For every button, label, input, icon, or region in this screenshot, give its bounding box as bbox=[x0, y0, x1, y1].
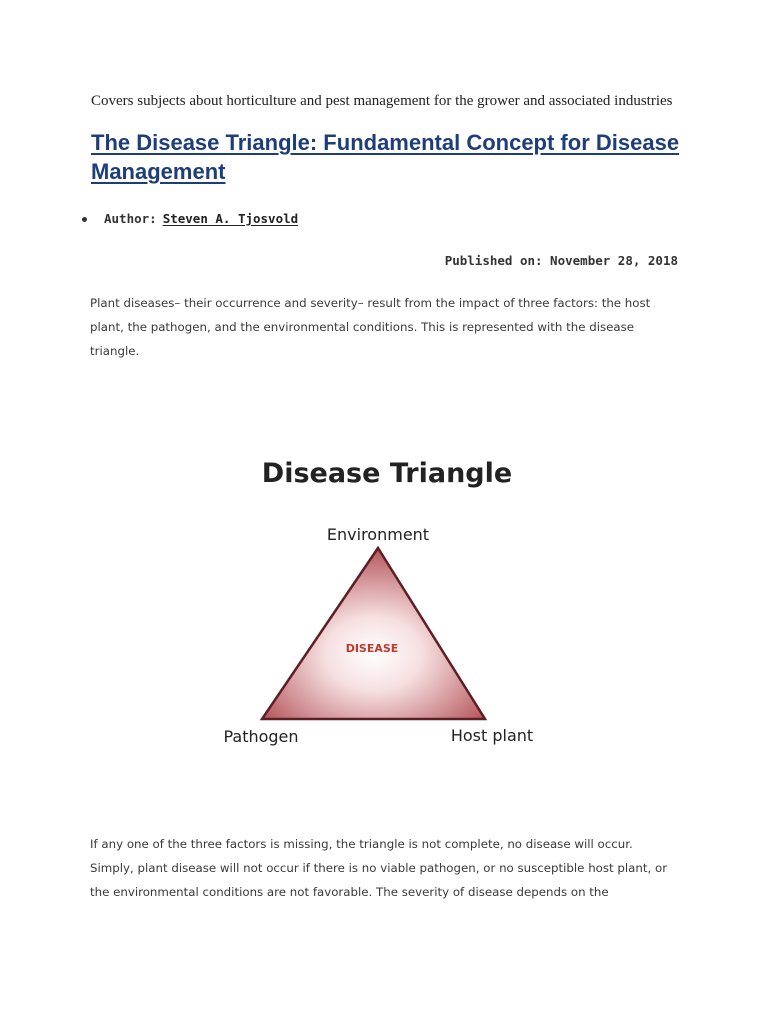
disease-center-label: DISEASE bbox=[345, 642, 399, 655]
figure-title: Disease Triangle bbox=[261, 458, 513, 489]
site-tagline: Covers subjects about horticulture and pest management for the grower and associated industries bbox=[91, 93, 673, 109]
pathogen-label: Pathogen bbox=[223, 727, 299, 746]
environment-label: Environment bbox=[326, 525, 430, 544]
body-paragraph: If any one of the three factors is missing, the triangle is not complete, no disease will occur. Simply, plant disease will not occur if there is no viable pathogen, or no susceptible host plant, or the environmental conditions are not favorable. The severity of disease depends on the bbox=[90, 837, 668, 899]
author-row bbox=[82, 211, 298, 226]
author-name-link[interactable]: Steven A. Tjosvold bbox=[162, 211, 299, 226]
disease-triangle-figure bbox=[200, 440, 560, 760]
bullet-icon bbox=[82, 217, 87, 222]
author-label: Author: bbox=[104, 211, 157, 226]
published-date: Published on: November 28, 2018 bbox=[444, 253, 678, 268]
triangle-shape bbox=[262, 548, 485, 719]
article-title-link[interactable]: The Disease Triangle: Fundamental Concept for Disease Management bbox=[91, 130, 680, 184]
host-plant-label: Host plant bbox=[450, 726, 534, 745]
intro-paragraph: Plant diseases– their occurrence and severity– result from the impact of three factors: the host plant, the pathogen, and the environmental conditions. This is represented with the disease triangle. bbox=[90, 296, 651, 358]
disease-triangle-diagram bbox=[200, 440, 560, 760]
